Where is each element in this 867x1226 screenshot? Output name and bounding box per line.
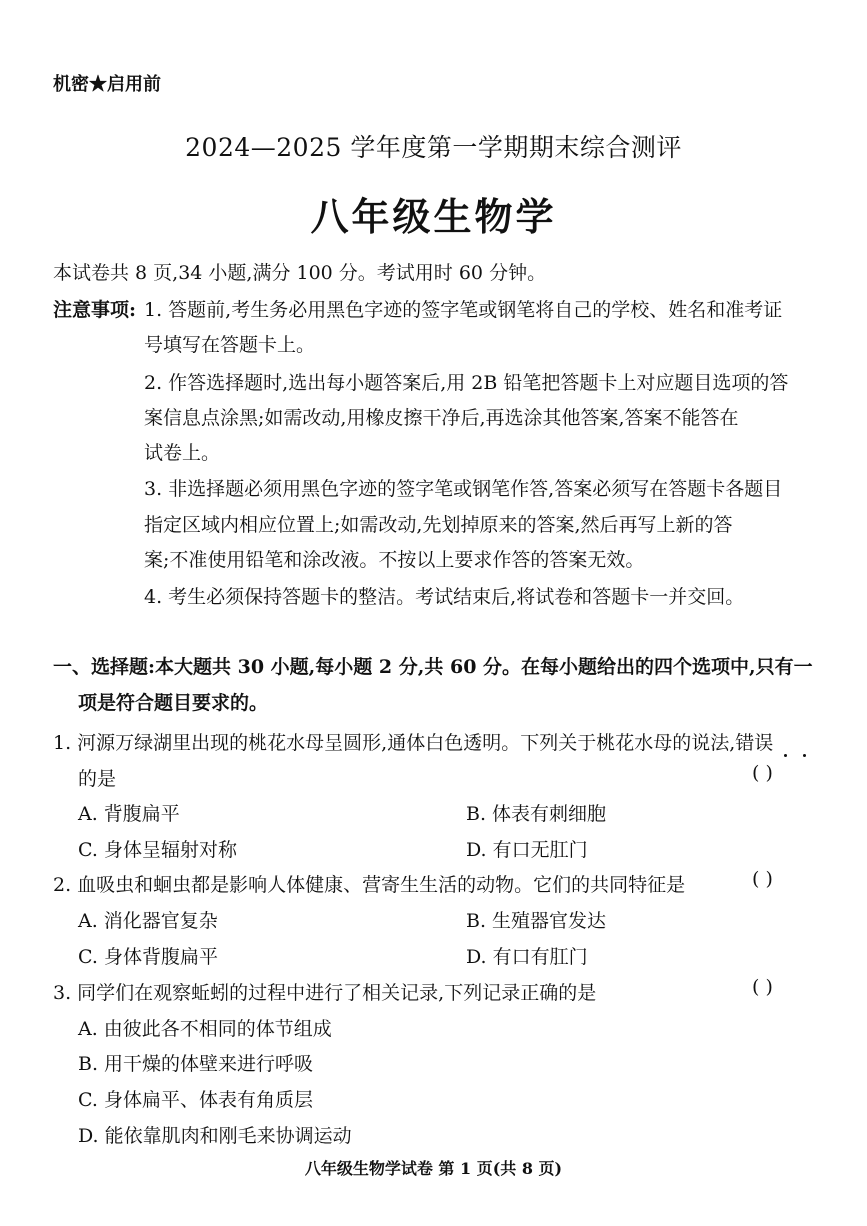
question-3-option-a: A. 由彼此各不相同的体节组成 <box>78 1018 332 1040</box>
question-2-option-a: A. 消化器官复杂 <box>78 910 218 932</box>
note-2-line-1: 2. 作答选择题时,选出每小题答案后,用 2B 铅笔把答题卡上对应题目选项的答 <box>144 372 789 394</box>
question-2-option-d: D. 有口有肛门 <box>466 946 588 968</box>
question-1-option-a: A. 背腹扁平 <box>78 803 180 825</box>
note-3-line-1: 3. 非选择题必须用黑色字迹的签字笔或钢笔作答,答案必须写在答题卡各题目 <box>144 478 783 500</box>
note-1-line-1: 1. 答题前,考生务必用黑色字迹的签字笔或钢笔将自己的学校、姓名和准考证 <box>144 299 783 321</box>
subject-title: 八年级生物学 <box>310 195 557 239</box>
question-2-stem: 2. 血吸虫和蛔虫都是影响人体健康、营寄生生活的动物。它们的共同特征是 <box>53 874 686 896</box>
question-2-option-c: C. 身体背腹扁平 <box>78 946 218 968</box>
section-1-heading-line-1: 一、选择题:本大题共 30 小题,每小题 2 分,共 60 分。在每小题给出的四个选项中,只有一 <box>53 656 813 678</box>
notes-label: 注意事项: <box>53 299 137 321</box>
question-3-option-c: C. 身体扁平、体表有角质层 <box>78 1089 313 1111</box>
question-1-stem-line-2: 的是 <box>78 768 117 790</box>
question-1-option-d: D. 有口无肛门 <box>466 839 588 861</box>
question-3-option-b: B. 用干燥的体壁来进行呼吸 <box>78 1053 314 1075</box>
emphasis-dot <box>803 754 806 757</box>
page-footer: 八年级生物学试卷 第 1 页(共 8 页) <box>304 1159 563 1178</box>
emphasis-dot <box>784 754 787 757</box>
note-2-line-3: 试卷上。 <box>144 442 221 464</box>
note-2-line-2: 案信息点涂黑;如需改动,用橡皮擦干净后,再选涂其他答案,答案不能答在 <box>144 407 739 429</box>
section-1-heading-line-2: 项是符合题目要求的。 <box>78 692 269 714</box>
answer-blank: ( ) <box>752 762 773 784</box>
confidential-label: 机密★启用前 <box>53 74 161 95</box>
exam-title: 2024—2025 学年度第一学期期末综合测评 <box>185 133 682 162</box>
answer-blank: ( ) <box>752 976 773 998</box>
answer-blank: ( ) <box>752 868 773 890</box>
note-1-line-2: 号填写在答题卡上。 <box>144 334 316 356</box>
question-3-stem: 3. 同学们在观察蚯蚓的过程中进行了相关记录,下列记录正确的是 <box>53 982 597 1004</box>
note-4: 4. 考生必须保持答题卡的整洁。考试结束后,将试卷和答题卡一并交回。 <box>144 586 745 608</box>
note-3-line-3: 案;不准使用铅笔和涂改液。不按以上要求作答的答案无效。 <box>144 549 645 571</box>
question-2-option-b: B. 生殖器官发达 <box>466 910 607 932</box>
question-1-option-b: B. 体表有刺细胞 <box>466 803 607 825</box>
question-1-stem-line-1: 1. 河源万绿湖里出现的桃花水母呈圆形,通体白色透明。下列关于桃花水母的说法,错误 <box>53 732 774 754</box>
exam-intro: 本试卷共 8 页,34 小题,满分 100 分。考试用时 60 分钟。 <box>53 262 547 284</box>
note-3-line-2: 指定区域内相应位置上;如需改动,先划掉原来的答案,然后再写上新的答 <box>144 514 733 536</box>
question-1-option-c: C. 身体呈辐射对称 <box>78 839 237 861</box>
question-3-option-d: D. 能依靠肌肉和刚毛来协调运动 <box>78 1125 352 1147</box>
